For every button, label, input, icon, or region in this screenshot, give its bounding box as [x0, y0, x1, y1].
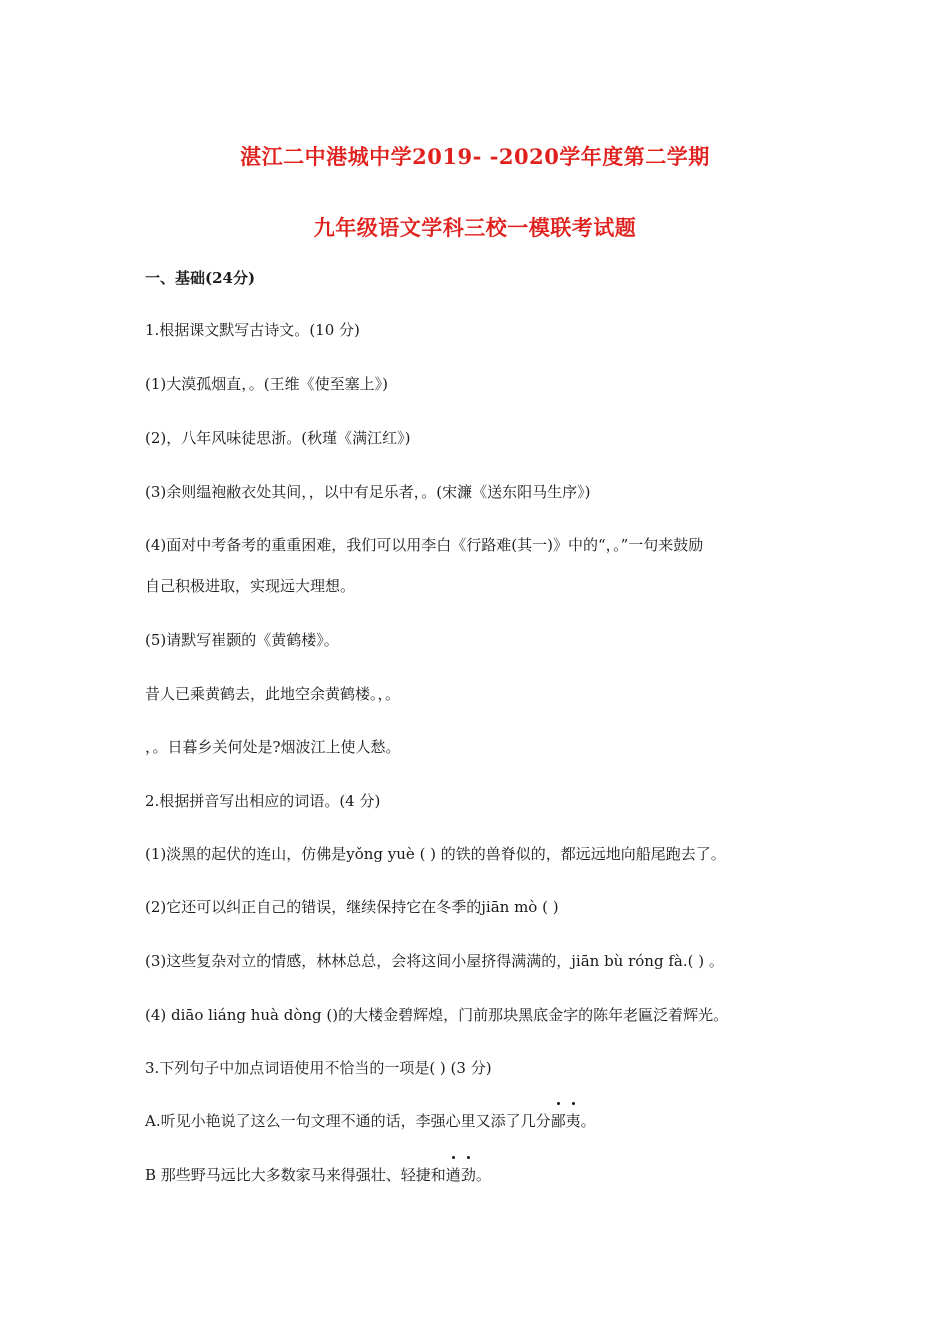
option-b-end: 。: [475, 1166, 491, 1184]
question-1-item-5: (5)请默写崔颢的《黄鹤楼》。: [145, 631, 339, 649]
question-1-item-4: (4)面对中考备考的重重困难，我们可以用李白《行路难(其一)》中的“，。”一句来鼓励: [145, 536, 704, 554]
question-2-item-4: (4) diāo liáng huà dòng ()的大楼金碧辉煌，门前那块黑底金字的陈年老匾泛着辉光。: [145, 1006, 729, 1024]
title-line-1: 湛江二中港城中学2019- -2020学年度第二学期: [240, 144, 710, 169]
dotted-char: 夷: [565, 1112, 581, 1130]
question-2-stem: 2.根据拼音写出相应的词语。(4 分): [145, 792, 381, 810]
dotted-char: 鄙: [550, 1112, 566, 1130]
question-3-stem: 3.下列句子中加点词语使用不恰当的一项是( ) (3 分): [145, 1059, 492, 1077]
question-3-option-a: [145, 1111, 825, 1131]
question-1-item-3: (3)余则缊袍敝衣处其间，，以中有足乐者，。(宋濂《送东阳马生序》): [145, 483, 591, 501]
question-1-item-1: (1)大漠孤烟直，。(王维《使至塞上》): [145, 375, 388, 393]
question-1-item-5-line-1: 昔人已乘黄鹤去，此地空余黄鹤楼。，。: [145, 685, 401, 703]
question-1-item-2: (2)，八年风味徒思浙。(秋瑾《满江红》): [145, 429, 411, 447]
question-3-option-b: [145, 1165, 825, 1185]
option-b-text: B 那些野马远比大多数家马来得强壮、轻捷和: [145, 1166, 446, 1184]
question-1-stem: 1.根据课文默写古诗文。(10 分): [145, 321, 360, 339]
option-a-end: 。: [580, 1112, 596, 1130]
dotted-char: 劲: [460, 1166, 476, 1184]
question-2-item-1: (1)淡黑的起伏的连山，仿佛是yǒng yuè ( ) 的铁的兽脊似的，都远远地向船尾跑去了。: [145, 845, 726, 863]
dotted-char: 遒: [445, 1166, 461, 1184]
question-1-item-5-line-2: ，。日暮乡关何处是?烟波江上使人愁。: [145, 738, 401, 756]
section-heading: 一、基础(24分): [145, 269, 256, 287]
question-1-item-4-continued: 自己积极进取，实现远大理想。: [145, 577, 356, 595]
question-2-item-2: (2)它还可以纠正自己的错误，继续保持它在冬季的jiān mò ( ): [145, 898, 559, 916]
option-a-text: A.听见小艳说了这么一句文理不通的话，李强心里又添了几分: [145, 1112, 551, 1130]
question-2-item-3: (3)这些复杂对立的情感，林林总总，会将这间小屋挤得满满的，jiān bù róng fà.( ) 。: [145, 952, 724, 970]
title-line-2: 九年级语文学科三校一模联考试题: [313, 215, 637, 240]
